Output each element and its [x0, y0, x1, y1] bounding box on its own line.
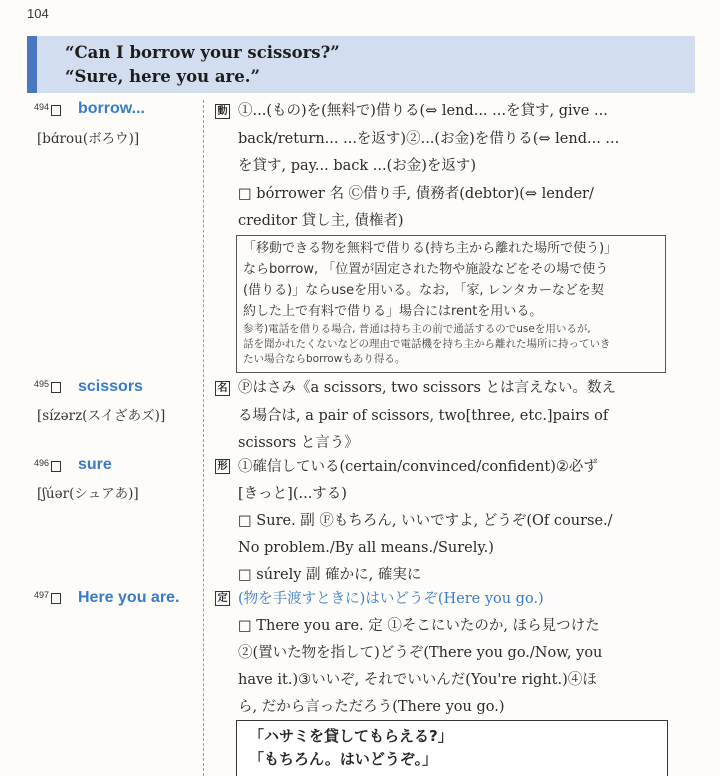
key-sentence-line1: “Can I borrow your scissors?” — [65, 43, 340, 62]
definition-line: creditor 貸し主, 債権者) — [238, 213, 404, 229]
pronunciation: [sízərz(スイざあズ)] — [37, 408, 166, 424]
entry-number: 497 — [34, 590, 50, 600]
checkbox[interactable] — [51, 105, 61, 116]
usage-note-box — [236, 235, 666, 373]
note-line: (借りる)」ならuseを用いる。なお, 「家, レンタカーなどを契 — [243, 283, 604, 298]
dialogue-line: 「ハサミを貸してもらえる?」 — [249, 727, 453, 745]
definition-line: (物を手渡すときに)はいどうぞ(Here you go.) — [238, 591, 544, 607]
definition-line: Ⓟはさみ《a scissors, two scissors とは言えない。数え — [238, 380, 617, 396]
definition-line: ①確信している(certain/convinced/confident)②必ず — [238, 459, 598, 475]
checkbox[interactable] — [51, 461, 61, 472]
pronunciation: [ʃúər(シュアあ)] — [37, 486, 139, 502]
definition-line: □ There you are. 定 ①そこにいたのか, ほら見つけた — [238, 618, 600, 634]
note-small-line: たい場合ならborrowもあり得る。 — [243, 353, 406, 365]
definition-line: No problem./By all means./Surely.) — [238, 540, 494, 556]
definition-line: る場合は, a pair of scissors, two[three, etc.]pairs of — [238, 408, 609, 424]
checkbox[interactable] — [51, 382, 61, 393]
entry-number: 494 — [34, 102, 50, 112]
key-sentence-banner — [27, 36, 695, 93]
entry-number: 496 — [34, 458, 50, 468]
note-line: 約した上で有料で借りる」場合にはrentを用いる。 — [243, 304, 543, 319]
part-of-speech-badge: 形 — [215, 459, 230, 474]
part-of-speech-badge: 動 — [215, 104, 230, 119]
definition-line: ら, だから言っただろう(There you go.) — [238, 699, 505, 715]
definition-line: を貸す, pay... back ...(お金)を返す) — [238, 158, 477, 174]
part-of-speech-badge: 名 — [215, 381, 230, 396]
headword: scissors — [78, 378, 143, 395]
definition-line: ①...(もの)を(無料で)借りる(⇔ lend... ...を貸す, give ... — [238, 103, 608, 119]
definition-line: □ súrely 副 確かに, 確実に — [238, 567, 422, 583]
note-line: ならborrow, 「位置が固定された物や施設などをその場で使う — [243, 262, 609, 277]
dialogue-translation-box — [236, 720, 668, 776]
definition-line: [きっと](...する) — [238, 486, 347, 502]
page-number: 104 — [27, 6, 49, 21]
headword: borrow... — [78, 100, 145, 117]
checkbox[interactable] — [51, 593, 61, 604]
entry-number: 495 — [34, 379, 50, 389]
part-of-speech-badge: 定 — [215, 591, 230, 606]
headword: Here you are. — [78, 589, 180, 606]
pronunciation: [bɑ́rou(ボろウ)] — [37, 131, 140, 147]
dialogue-line: 「もちろん。はいどうぞ。」 — [249, 750, 438, 768]
note-small-line: 話を聞かれたくないなどの理由で電話機を持ち主から離れた場所に持っていき — [243, 338, 611, 350]
definition-line: □ Sure. 副 Ⓕもちろん, いいですよ, どうぞ(Of course./ — [238, 513, 613, 529]
note-line: 「移動できる物を無料で借りる(持ち主から離れた場所で使う)」 — [243, 241, 618, 256]
definition-line: ②(置いた物を指して)どうぞ(There you go./Now, you — [238, 645, 603, 661]
headword: sure — [78, 456, 112, 473]
definition-line: have it.)③いいぞ, それでいいんだ(You're right.)④ほ — [238, 672, 597, 688]
definition-line: scissors と言う》 — [238, 435, 359, 451]
column-divider — [203, 100, 204, 776]
note-small-line: 参考)電話を借りる場合, 普通は持ち主の前で通話するのでuseを用いるが, — [243, 323, 591, 335]
definition-line: □ bórrower 名 Ⓒ借り手, 債務者(debtor)(⇔ lender/ — [238, 186, 594, 202]
key-sentence-line2: “Sure, here you are.” — [65, 67, 260, 86]
definition-line: back/return... ...を返す)②...(お金)を借りる(⇔ lend... ... — [238, 131, 620, 147]
